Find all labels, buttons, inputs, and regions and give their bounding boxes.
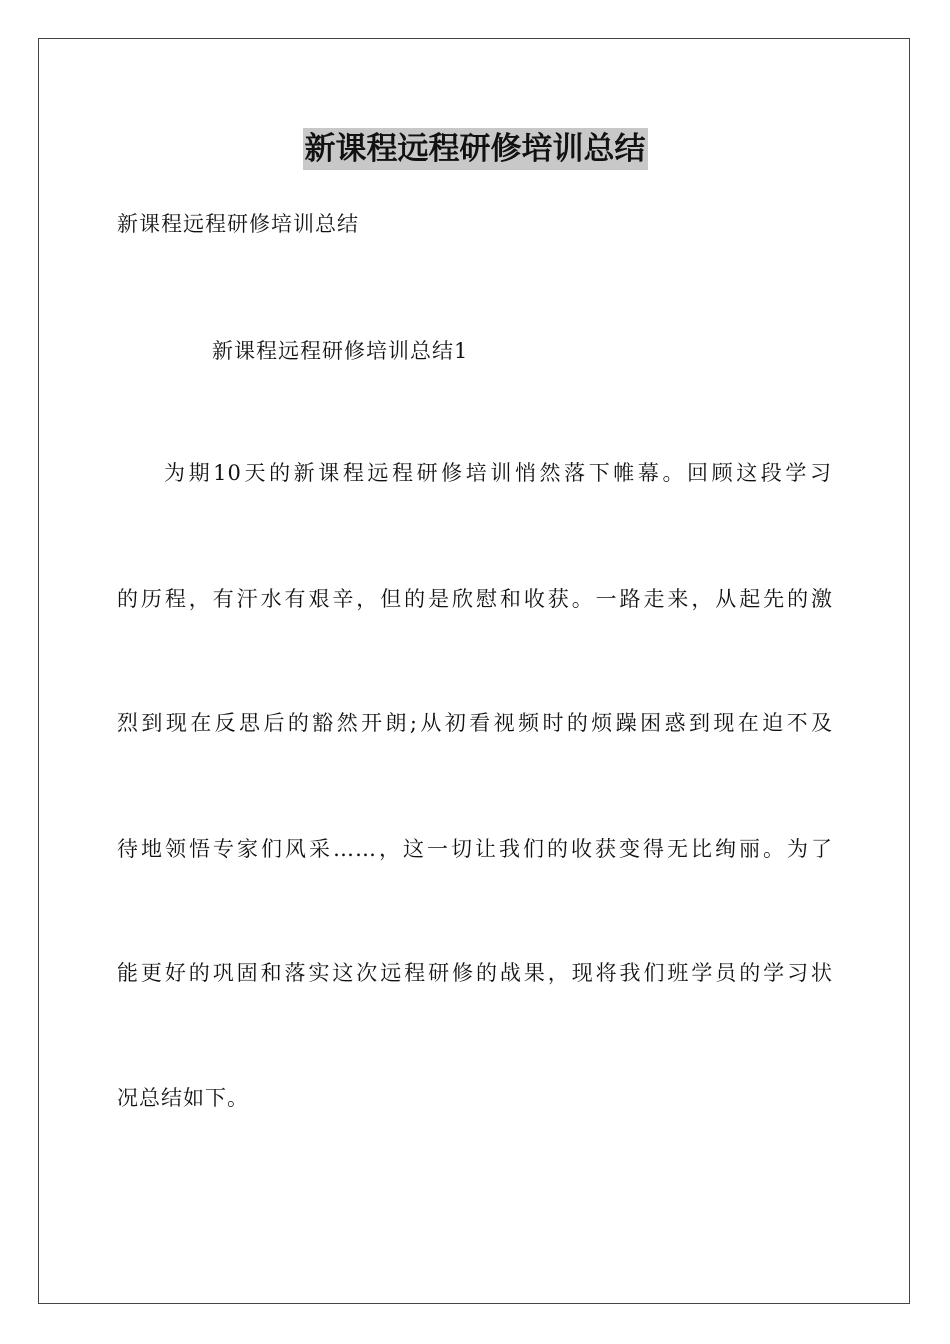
section-heading: 新课程远程研修培训总结1 <box>212 339 469 363</box>
body-line-5: 能更好的巩固和落实这次远程研修的战果，现将我们班学员的学习状 <box>117 961 833 985</box>
body-line-2: 的历程，有汗水有艰辛，但的是欣慰和收获。一路走来，从起先的激 <box>117 587 833 611</box>
document-subtitle: 新课程远程研修培训总结 <box>117 212 359 236</box>
body-line-4: 待地领悟专家们风采……，这一切让我们的收获变得无比绚丽。为了 <box>117 837 833 861</box>
body-line-6: 况总结如下。 <box>117 1086 249 1110</box>
title-container <box>0 128 950 170</box>
body-line-3: 烈到现在反思后的豁然开朗;从初看视频时的烦躁困惑到现在迫不及 <box>117 711 833 735</box>
document-title: 新课程远程研修培训总结 <box>303 128 648 170</box>
body-line-1: 为期10天的新课程远程研修培训悄然落下帷幕。回顾这段学习 <box>164 461 832 485</box>
